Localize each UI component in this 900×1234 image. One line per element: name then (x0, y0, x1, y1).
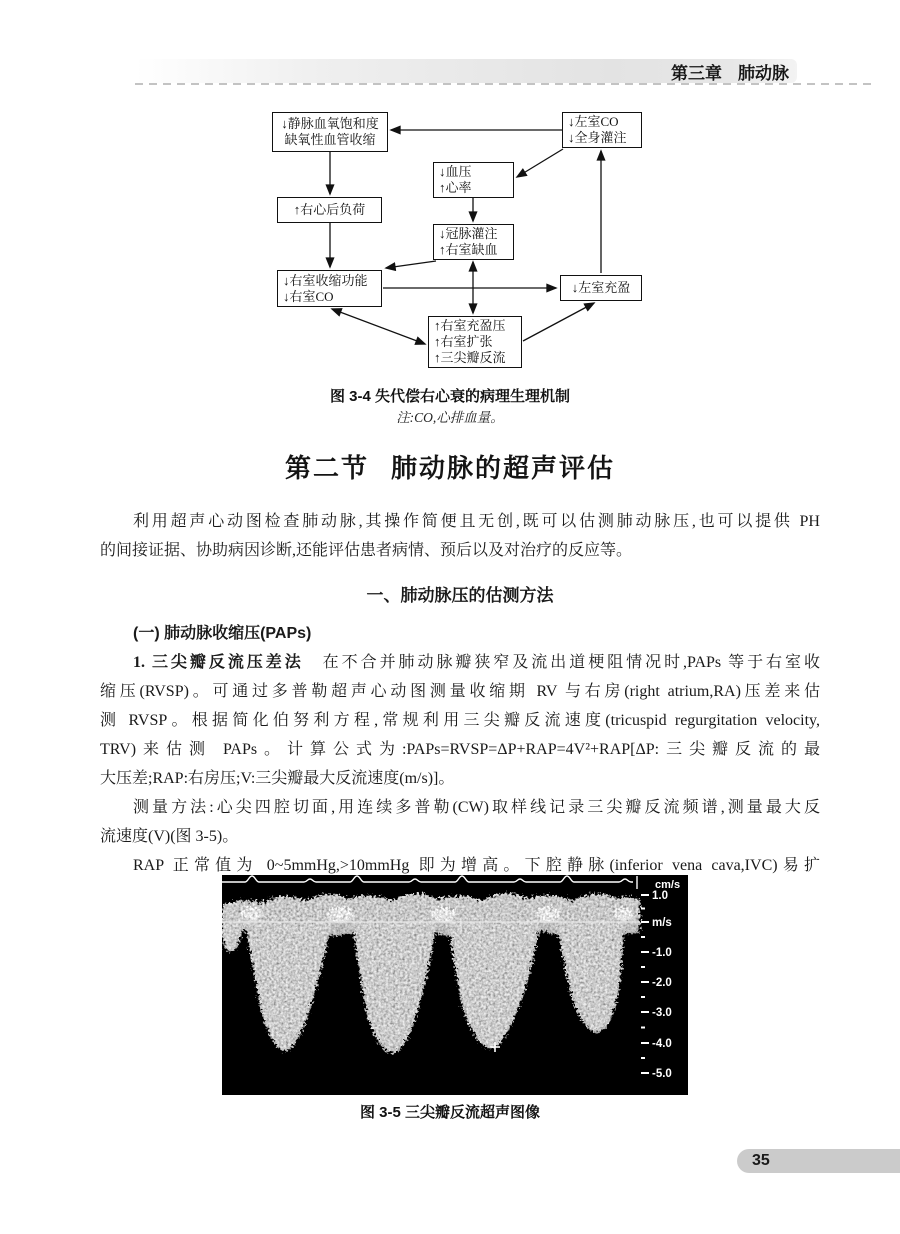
paragraph-line: 缩压(RVSP)。可通过多普勒超声心动图测量收缩期 RV 与右房(right atrium,RA)压差来估 (100, 683, 820, 700)
box-line: ↓右室收缩功能 (283, 272, 368, 288)
paragraph-line (100, 648, 820, 677)
figure-3-4-note: 注:CO,心排血量。 (396, 410, 504, 425)
box-line: ↓左室CO (568, 114, 619, 129)
flowchart-box-lv-co (562, 112, 642, 148)
flowchart-box-rv-afterload (277, 197, 382, 223)
paragraph-line: 的间接证据、协助病因诊断,还能评估患者病情、预后以及对治疗的反应等。 (100, 542, 633, 559)
box-line: ↓右室CO (283, 288, 334, 304)
section-number: 第二节 (284, 453, 369, 483)
box-line: ↓全身灌注 (568, 130, 627, 145)
scale-unit-label: cm/s (655, 879, 681, 891)
box-line: ↑右室扩张 (434, 334, 493, 349)
flowchart-box-bp-hr (433, 162, 514, 198)
scale-tick-label: m/s (652, 917, 672, 929)
scale-tick-label: -5.0 (652, 1068, 672, 1080)
flowchart-box-lv-filling (560, 275, 642, 301)
flowchart-box-venous-o2 (272, 112, 388, 152)
paragraph-line: RAP 正常值为 0~5mmHg,>10mmHg 即为增高。下腔静脉(inferior vena cava,IVC)易扩 (133, 857, 820, 874)
doppler-spectrum (222, 875, 688, 1095)
paragraph-line: 测 RVSP。根据简化伯努利方程,常规利用三尖瓣反流速度(tricuspid regurgitation velocity, (100, 712, 820, 729)
numbered-method-lead: 1. 三尖瓣反流压差法 (133, 654, 304, 671)
flowchart-box-coronary (433, 224, 514, 260)
header-dashed-rule (135, 83, 877, 85)
paragraph-line: 大压差;RAP:右房压;V:三尖瓣最大反流速度(m/s)]。 (100, 770, 455, 787)
scale-tick-label: -1.0 (652, 947, 672, 959)
box-line: ↑右室缺血 (439, 242, 498, 257)
figure-3-4-flowchart (250, 105, 670, 375)
box-line: ↑右室充盈压 (434, 318, 506, 333)
paragraph-line: TRV)来估测 PAPs。计算公式为:PAPs=RVSP=ΔP+RAP=4V²+RAP[ΔP:三尖瓣反流的最 (100, 741, 820, 758)
paragraph-text: 在不合并肺动脉瓣狭窄及流出道梗阻情况时,PAPs 等于右室收 (303, 654, 820, 671)
figure-3-4-caption: 图 3-4 失代偿右心衰的病理生理机制 (329, 388, 571, 405)
scale-tick-label: -2.0 (652, 977, 672, 989)
box-line: ↑右心后负荷 (293, 202, 366, 217)
paragraph-line: 测量方法:心尖四腔切面,用连续多普勒(CW)取样线记录三尖瓣反流频谱,测量最大反 (133, 799, 820, 816)
subsection-heading: 一、肺动脉压的估测方法 (366, 586, 554, 605)
figure-3-5-caption: 图 3-5 三尖瓣反流超声图像 (359, 1104, 541, 1121)
box-line: ↑三尖瓣反流 (434, 350, 506, 365)
chapter-title: 肺动脉 (738, 63, 789, 83)
paragraph-line: 流速度(V)(图 3-5)。 (100, 828, 239, 845)
box-line: 缺氧性血管收缩 (284, 132, 376, 147)
box-line: ↓左室充盈 (571, 280, 631, 295)
box-line: ↑心率 (439, 180, 472, 195)
chapter-number: 第三章 (671, 63, 722, 83)
figure-3-5-ultrasound-image (222, 875, 688, 1095)
scale-tick-label: -3.0 (652, 1007, 672, 1019)
subsubsection-heading: (一) 肺动脉收缩压(PAPs) (133, 625, 312, 642)
chapter-header-bar (135, 59, 797, 83)
box-line: ↓冠脉灌注 (439, 226, 498, 241)
box-line: ↓静脉血氧饱和度 (281, 116, 379, 131)
paragraph-line: 利用超声心动图检查肺动脉,其操作简便且无创,既可以估测肺动脉压,也可以提供 PH (133, 513, 820, 530)
section-title (0, 448, 900, 485)
scale-tick-label: -4.0 (652, 1038, 672, 1050)
section-title-text: 肺动脉的超声评估 (391, 453, 616, 483)
flowchart-box-rv-filling-pressure (428, 316, 522, 368)
scale-tick-label: 1.0 (652, 890, 668, 902)
flowchart-box-rv-function (277, 270, 382, 307)
page-number: 35 (752, 1152, 770, 1169)
box-line: ↓血压 (439, 164, 472, 179)
page-number-bar (737, 1149, 900, 1173)
body-text (100, 507, 820, 880)
